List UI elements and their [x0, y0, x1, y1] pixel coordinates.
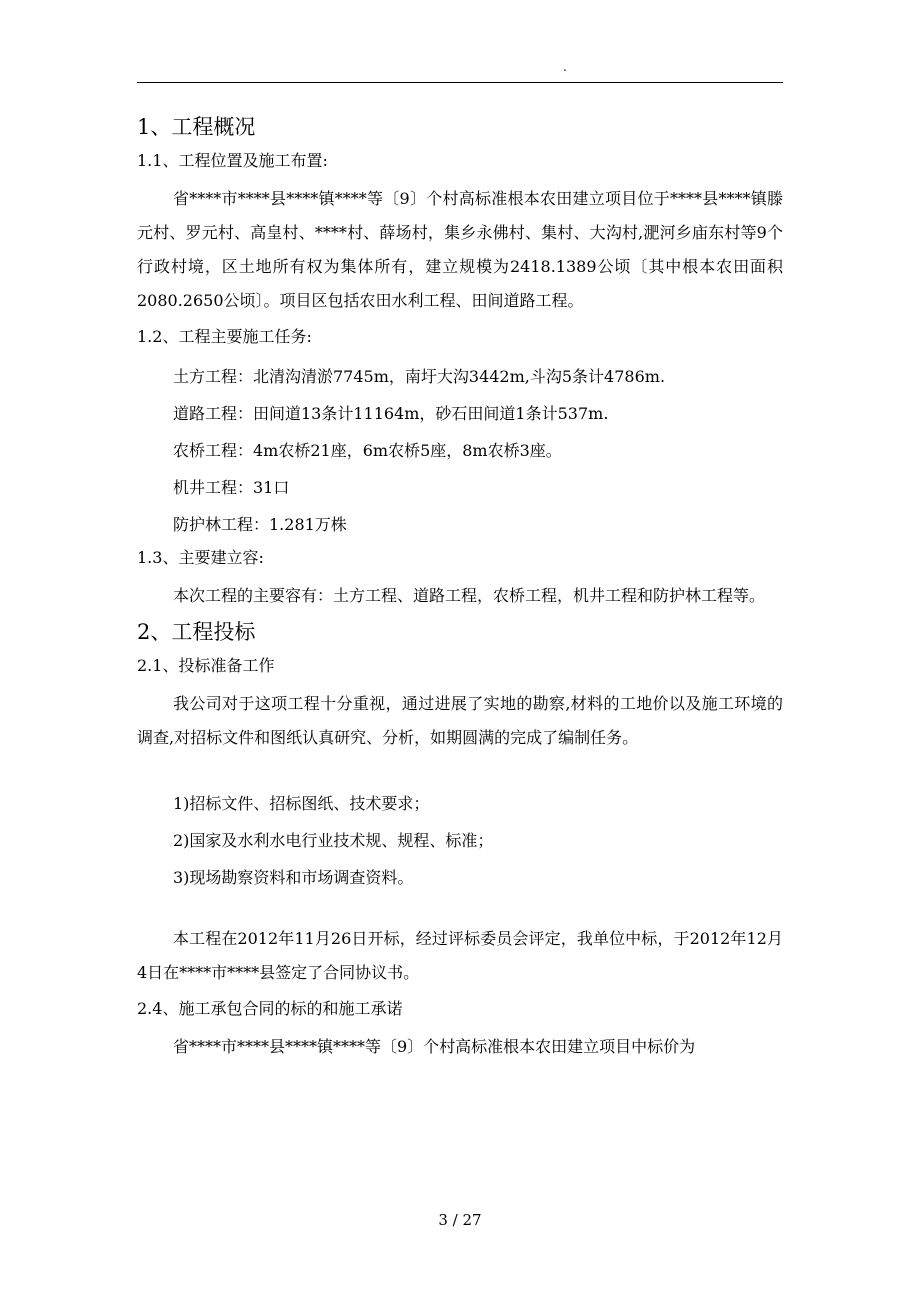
- section-heading-1: 1、工程概况: [137, 115, 256, 139]
- page-number: 3 / 27: [438, 1211, 482, 1229]
- list-item-survey: 3)现场勘察资料和市场调查资料。: [173, 868, 414, 887]
- paragraph-project-location: 省****市****县****镇****等〔9〕个村高标准根本农田建立项目位于****县****镇滕元村、罗元村、高皇村、****村、薛场村，集乡永佛村、集村、大沟村,淝河乡庙东村等9个行政村境，区土地所有权为集体所有，建立规模为2418.1389公顷〔其中根本农田面积2080.2650公顷〕。项目区包括农田水利工程、田间道路工程。: [137, 189, 783, 310]
- list-item-well: 机井工程：31口: [173, 478, 290, 497]
- paragraph-contract-price: 省****市****县****镇****等〔9〕个村高标准根本农田建立项目中标价为: [173, 1037, 696, 1056]
- subsection-heading-2-1: 2.1、投标准备工作: [137, 656, 275, 675]
- subsection-heading-1-1: 1.1、工程位置及施工布置:: [137, 151, 328, 170]
- paragraph-main-content: 本次工程的主要容有：土方工程、道路工程，农桥工程，机井工程和防护林工程等。: [173, 586, 766, 605]
- list-item-bridge: 农桥工程：4m农桥21座，6m农桥5座，8m农桥3座。: [173, 441, 562, 460]
- list-item-earthwork: 土方工程：北清沟清淤7745m，南圩大沟3442m,斗沟5条计4786m.: [173, 367, 666, 386]
- section-heading-2: 2、工程投标: [137, 620, 256, 644]
- header-rule: [137, 82, 783, 83]
- list-item-standards: 2)国家及水利水电行业技术规、规程、标准；: [173, 831, 494, 850]
- paragraph-bid-result: 本工程在2012年11月26日开标，经过评标委员会评定，我单位中标，于2012年12月4日在****市****县签定了合同协议书。: [137, 929, 783, 982]
- subsection-heading-2-4: 2.4、施工承包合同的标的和施工承诺: [137, 999, 403, 1018]
- list-item-forest: 防护林工程：1.281万株: [173, 515, 347, 534]
- paragraph-bid-preparation: 我公司对于这项工程十分重视，通过进展了实地的勘察,材料的工地价以及施工环境的调查,对招标文件和图纸认真研究、分析，如期圆满的完成了编制任务。: [137, 694, 783, 747]
- header-mark: .: [563, 60, 567, 74]
- list-item-tender-docs: 1)招标文件、招标图纸、技术要求；: [173, 794, 430, 813]
- document-body: [137, 112, 783, 1068]
- subsection-heading-1-3: 1.3、主要建立容:: [137, 548, 264, 567]
- list-item-road: 道路工程：田间道13条计11164m，砂石田间道1条计537m.: [173, 404, 609, 423]
- subsection-heading-1-2: 1.2、工程主要施工任务:: [137, 327, 312, 346]
